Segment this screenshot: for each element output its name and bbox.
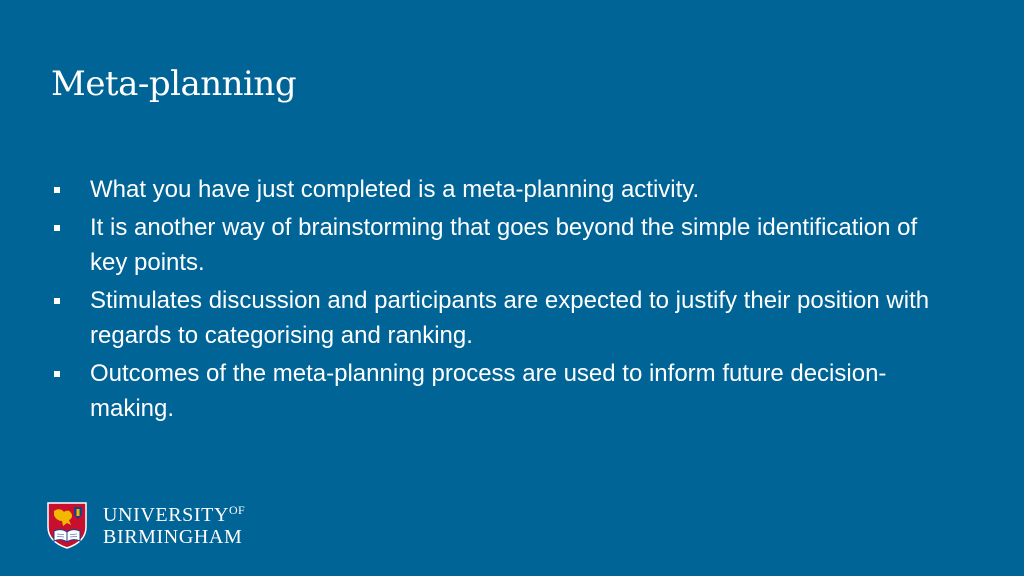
bullet-item <box>51 172 931 207</box>
slide-title: Meta-planning <box>51 64 297 104</box>
bullet-list <box>51 172 931 429</box>
bullet-item <box>51 283 931 353</box>
wordmark-line-university <box>103 504 245 525</box>
university-crest-icon <box>46 501 88 549</box>
square-bullet-icon <box>54 298 60 304</box>
square-bullet-icon <box>54 371 60 377</box>
bullet-text: What you have just completed is a meta-planning activity. <box>90 176 700 203</box>
university-logo <box>46 501 245 549</box>
wordmark-of: OF <box>229 502 245 517</box>
square-bullet-icon <box>54 225 60 231</box>
wordmark-university: UNIVERSITY <box>103 503 229 526</box>
bullet-text: Stimulates discussion and participants are expected to justify their position with regards to categorising and ranking. <box>90 287 930 349</box>
bullet-text: It is another way of brainstorming that goes beyond the simple identification of key points. <box>90 214 918 276</box>
university-wordmark <box>103 504 245 547</box>
bullet-item <box>51 356 931 426</box>
bullet-text: Outcomes of the meta-planning process are used to inform future decision-making. <box>90 360 887 422</box>
wordmark-birmingham: BIRMINGHAM <box>103 525 243 548</box>
bullet-item <box>51 210 931 280</box>
square-bullet-icon <box>54 187 60 193</box>
